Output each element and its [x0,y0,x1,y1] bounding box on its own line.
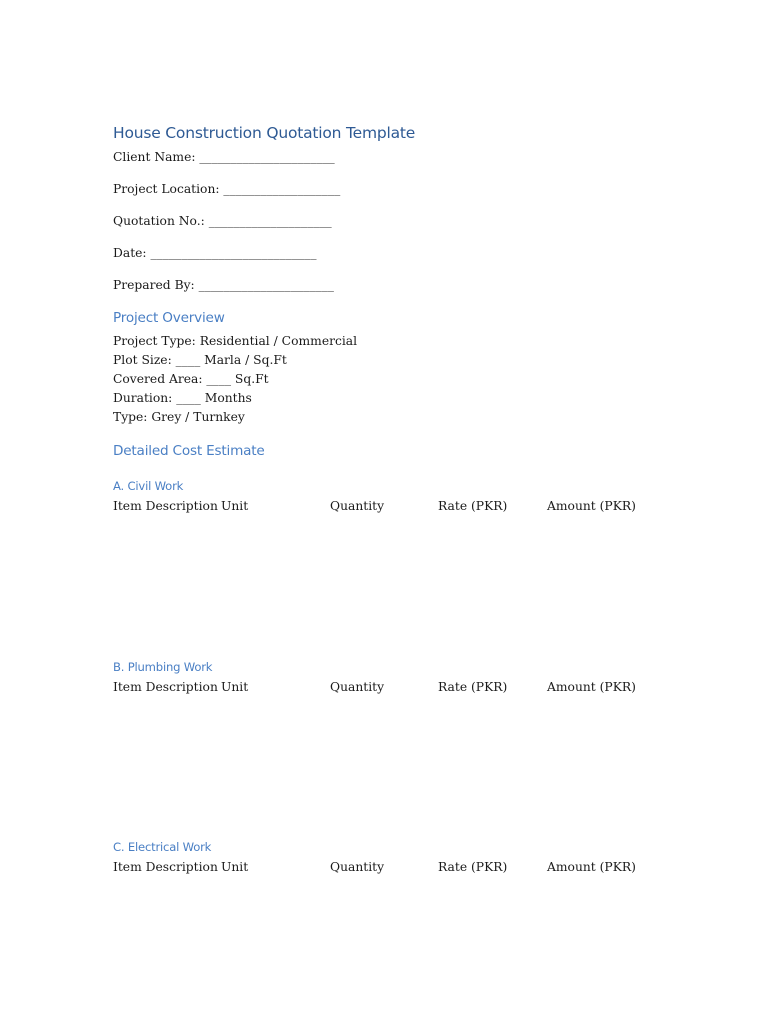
date-field: Date: ___________________________ [113,246,317,260]
column-header-rate: Rate (PKR) [438,499,508,513]
covered-area-line: Covered Area: ____ Sq.Ft [113,372,269,386]
column-header-amount: Amount (PKR) [547,860,636,874]
electrical-work-table-header [113,858,673,898]
cost-estimate-heading: Detailed Cost Estimate [113,443,265,459]
column-header-unit: Unit [221,860,249,874]
prepared-by-field: Prepared By: ______________________ [113,278,334,292]
column-header-unit: Unit [221,499,249,513]
column-header-rate: Rate (PKR) [438,860,508,874]
column-header-quantity: Quantity [330,499,385,513]
project-location-field: Project Location: ___________________ [113,182,341,196]
plumbing-work-table-header [113,678,673,718]
document-title: House Construction Quotation Template [113,124,416,142]
column-header-item-description: Item Description [113,860,218,874]
project-overview-heading: Project Overview [113,310,225,326]
plot-size-line: Plot Size: ____ Marla / Sq.Ft [113,353,287,367]
column-header-quantity: Quantity [330,680,385,694]
column-header-unit: Unit [221,680,249,694]
electrical-work-heading: C. Electrical Work [113,840,212,854]
column-header-rate: Rate (PKR) [438,680,508,694]
plumbing-work-heading: B. Plumbing Work [113,660,213,674]
civil-work-heading: A. Civil Work [113,479,184,493]
project-type-line: Project Type: Residential / Commercial [113,334,358,348]
column-header-item-description: Item Description [113,680,218,694]
client-name-field: Client Name: ______________________ [113,150,335,164]
quotation-number-field: Quotation No.: ____________________ [113,214,332,228]
civil-work-table-header [113,497,673,537]
column-header-quantity: Quantity [330,860,385,874]
column-header-item-description: Item Description [113,499,218,513]
duration-line: Duration: ____ Months [113,391,252,405]
type-line: Type: Grey / Turnkey [113,410,245,424]
column-header-amount: Amount (PKR) [547,680,636,694]
column-header-amount: Amount (PKR) [547,499,636,513]
